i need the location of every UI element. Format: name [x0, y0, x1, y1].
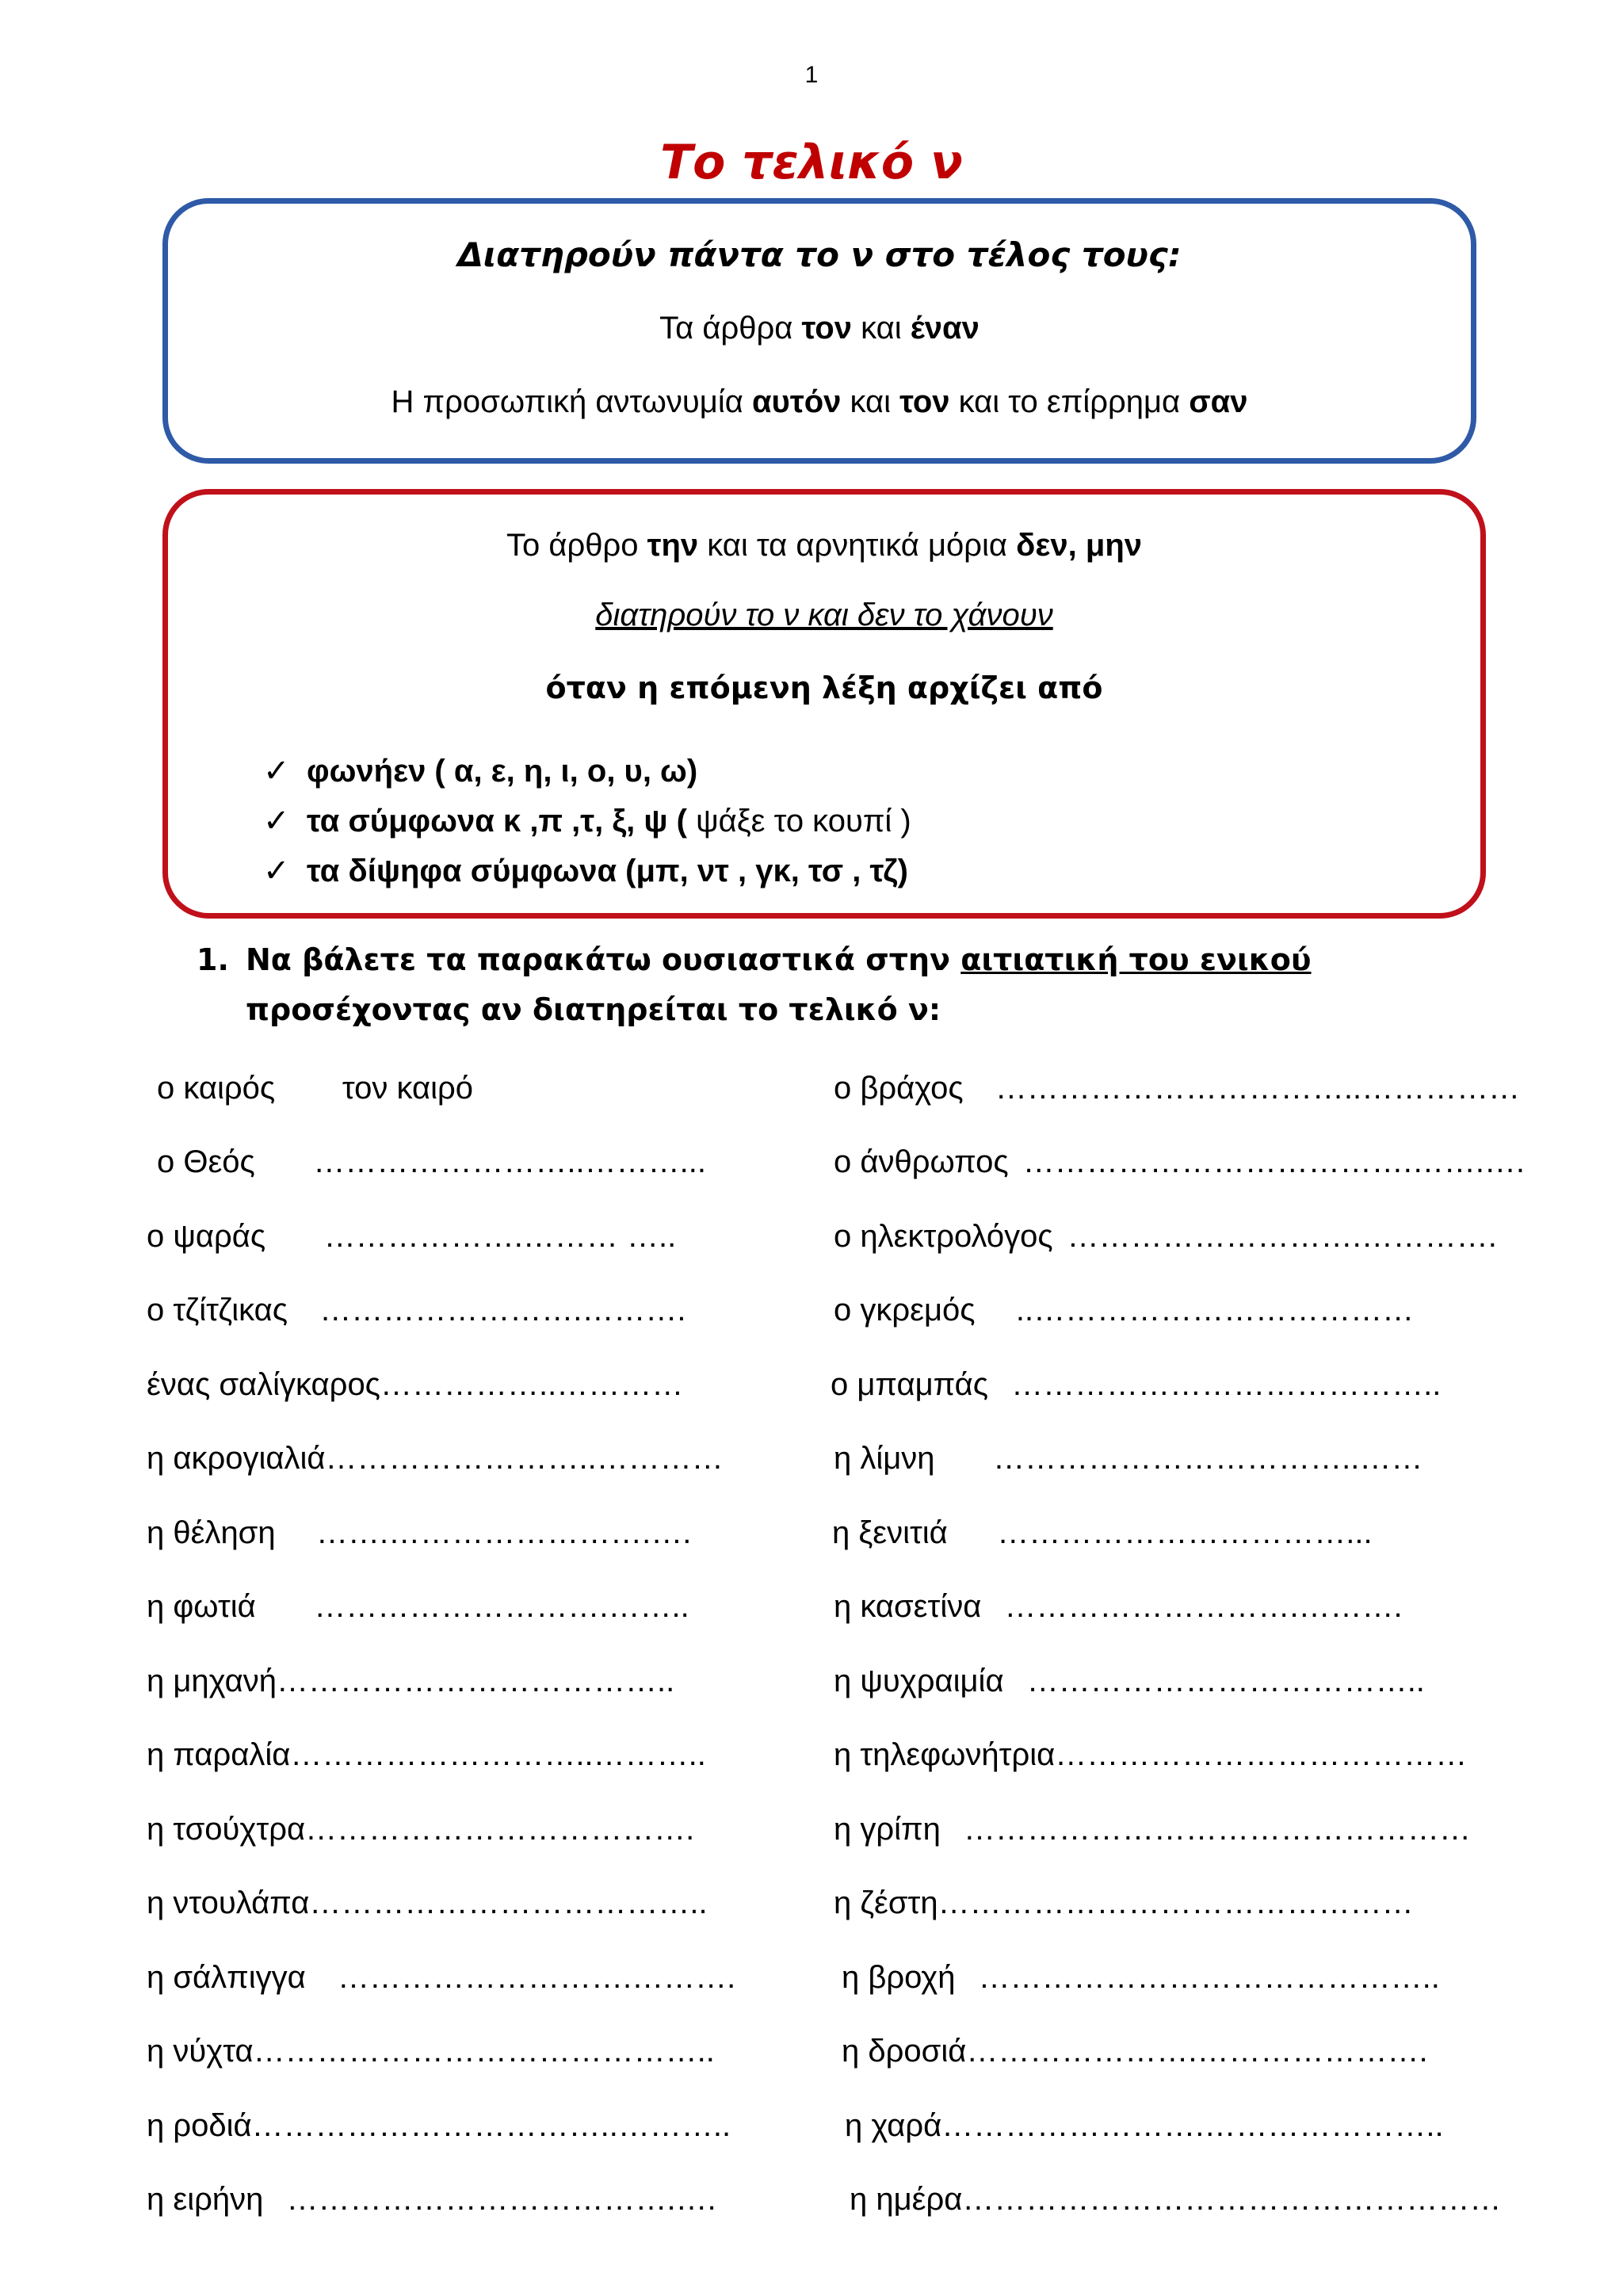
table-row: [0, 1213, 1623, 1260]
rule-box-always-keep-n: [162, 198, 1476, 464]
page-number: 1: [804, 62, 819, 88]
table-row: [0, 1879, 1623, 1927]
answer-blank[interactable]: ……………………………………………: [962, 2182, 1502, 2217]
bold-word: σαν: [1189, 384, 1248, 419]
exercise-item: ο καιρός τον καιρό: [157, 1064, 473, 1112]
bold-word: δεν, μην: [1016, 528, 1142, 563]
exercise-item: η νύχτα……………………………………..: [147, 2027, 715, 2075]
exercise-item: ο γκρεμός ..………………………………: [834, 1286, 1414, 1334]
answer-blank[interactable]: ……………….……… …..: [280, 1219, 677, 1254]
exercise-item: η ακρογιαλιά……………………..…………: [147, 1435, 724, 1482]
exercise-item: η βροχή ……………………………………..: [842, 1954, 1440, 2001]
exercise-item: η ντουλάπα………………………………..: [147, 1879, 708, 1927]
answer-blank[interactable]: ………………………………..: [1018, 1664, 1425, 1698]
table-row: [0, 2176, 1623, 2223]
checklist-item: ✓ φωνήεν ( α, ε, η, ι, ο, υ, ω): [263, 747, 911, 797]
answer-blank[interactable]: …………………….……….: [302, 1293, 686, 1328]
condition-checklist: [263, 747, 911, 896]
exercise-item: ο άνθρωπος ……………………………….…….….: [834, 1138, 1525, 1186]
checkmark-icon: ✓: [263, 853, 290, 889]
answer-blank[interactable]: …………………….…………………..: [941, 2108, 1444, 2143]
exercise-item: η ψυχραιμία ………………………………..: [834, 1657, 1425, 1705]
rule-keep-n-line: διατηρούν το ν και δεν το χάνουν: [595, 598, 1053, 632]
exercise-item: η ξενιτιά ……………………………...: [832, 1509, 1373, 1557]
answer-blank[interactable]: ……………………………..………..: [251, 2108, 731, 2143]
exercise-item: ένας σαλίγκαρος……………..…………: [147, 1361, 683, 1408]
exercise-item: η ζέστη………………………………………: [834, 1879, 1414, 1927]
checkmark-icon: ✓: [263, 803, 290, 839]
checklist-item: ✓ τα δίψηφα σύμφωνα (μπ, ντ , γκ, τσ , τζ): [263, 846, 911, 896]
answer-blank[interactable]: ……………………….………….: [1067, 1219, 1497, 1254]
rule-box-heading: Διατηρούν πάντα το ν στο τέλος τους:: [457, 235, 1182, 274]
exercise-number: 1.: [197, 942, 229, 977]
table-row: [0, 1509, 1623, 1557]
table-row: [0, 1583, 1623, 1630]
exercise-item: η φωτιά ……………………….……..: [147, 1583, 689, 1630]
answer-blank[interactable]: ………………………………..: [309, 1885, 708, 1920]
exercise-item: ο μπαμπάς …………………………………..: [831, 1361, 1441, 1408]
answer-blank[interactable]: τον καιρό: [289, 1071, 473, 1106]
exercise-item: η χαρά…………………….…………………..: [845, 2102, 1444, 2149]
exercise-item: η σάλπιγγα ……………………….……….: [147, 1954, 735, 2001]
bold-word: αυτόν: [751, 384, 842, 419]
bold-word: έναν: [910, 311, 980, 346]
answer-blank[interactable]: ……………………………..……………: [977, 1071, 1521, 1106]
exercise-item: ο ψαράς ……………….……… …..: [147, 1213, 676, 1260]
answer-blank[interactable]: ……………………..………...: [269, 1144, 706, 1179]
exercise-item: η γρίπη …………………………………………: [834, 1805, 1471, 1853]
answer-blank[interactable]: …….…………………….….: [289, 1515, 692, 1550]
rule-articles-line: Τα άρθρα τον και έναν: [659, 311, 980, 346]
exercise-item: η ημέρα……………………………………………: [850, 2176, 1501, 2223]
answer-blank[interactable]: ……………………………….….: [277, 2182, 716, 2217]
answer-blank[interactable]: ……………………………………..: [253, 2034, 715, 2069]
rule-condition-line: όταν η επόμενη λέξη αρχίζει από: [545, 670, 1103, 705]
exercise-item: ο Θεός ……………………..………...: [157, 1138, 706, 1186]
answer-blank[interactable]: ………………………..………..: [290, 1737, 706, 1772]
exercise-item: η κασετίνα ……………………….……….: [834, 1583, 1403, 1630]
answer-blank[interactable]: ……………………….……….: [319, 1960, 736, 1995]
table-row: [0, 1657, 1623, 1705]
answer-blank[interactable]: ……………………………………..: [969, 1960, 1440, 1995]
rule-pronoun-line: Η προσωπική αντωνυμία αυτόν και τον και το επίρρημα σαν: [391, 384, 1248, 419]
answer-blank[interactable]: ……………………………….…….….: [1022, 1144, 1526, 1179]
exercise-item: ο βράχος ……………………………..……………: [834, 1064, 1520, 1112]
table-row: [0, 1954, 1623, 2001]
table-row: [0, 1138, 1623, 1186]
table-row: [0, 1731, 1623, 1778]
table-row: [0, 1361, 1623, 1408]
rule-box-conditional-n: [162, 489, 1486, 919]
exercise-item: η τσούχτρα……………………………….: [147, 1805, 694, 1853]
bold-word: την: [647, 528, 699, 563]
page-title: Το τελικό ν: [660, 135, 963, 190]
checkmark-icon: ✓: [263, 753, 290, 789]
exercise-item: η τηλεφωνήτρια…………………………………: [834, 1731, 1467, 1778]
exercise-item: η λίμνη ……………………………..……: [834, 1435, 1423, 1482]
table-row: [0, 2102, 1623, 2149]
exercise-item: ο ηλεκτρολόγος ……………………….………….: [834, 1213, 1497, 1260]
answer-blank[interactable]: ………………………………………: [938, 1885, 1414, 1920]
checklist-item: ✓ τα σύμφωνα κ ,π ,τ, ξ, ψ ( ψάξε το κουπί ): [263, 797, 911, 846]
answer-blank[interactable]: ……………………………...: [961, 1515, 1373, 1550]
answer-blank[interactable]: ……………………………….: [305, 1812, 695, 1847]
answer-blank[interactable]: ………………….………………….: [966, 2034, 1428, 2069]
answer-blank[interactable]: ……………………….……….: [995, 1589, 1403, 1624]
table-row: [0, 1805, 1623, 1853]
exercise-instruction: [197, 935, 1465, 1035]
answer-blank[interactable]: …………………………………..: [1002, 1367, 1442, 1402]
answer-blank[interactable]: ……………………………..……: [949, 1441, 1423, 1476]
exercise-item: η θέληση …….…………………….….: [147, 1509, 691, 1557]
answer-blank[interactable]: ……………………..…………: [325, 1441, 724, 1476]
bold-word: τον: [899, 384, 950, 419]
answer-blank[interactable]: ……………..…………: [380, 1367, 684, 1402]
exercise-text: Να βάλετε τα παρακάτω ουσιαστικά στην αιτιατική του ενικού προσέχοντας αν διατηρείται το τελικό ν:: [246, 942, 1312, 1027]
answer-blank[interactable]: …………………………………: [1055, 1737, 1468, 1772]
exercise-item: η δροσιά………………….………………….: [842, 2027, 1428, 2075]
answer-blank[interactable]: …………………………………………: [954, 1812, 1471, 1847]
exercise-item: ο τζίτζικας …………………….……….: [147, 1286, 686, 1334]
table-row: [0, 1286, 1623, 1334]
rule-article-particles-line: Το άρθρο την και τα αρνητικά μόρια δεν, μην: [506, 528, 1142, 563]
exercise-item: η ειρήνη ……………………………….….: [147, 2176, 716, 2223]
table-row: [0, 1435, 1623, 1482]
exercise-item: η παραλία………………………..………..: [147, 1731, 706, 1778]
answer-blank[interactable]: ..………………………………: [989, 1293, 1415, 1328]
exercise-item: η μηχανή………………………………..: [147, 1657, 674, 1705]
table-row: [0, 2027, 1623, 2075]
table-row: [0, 1064, 1623, 1112]
exercise-item: η ροδιά……………………………..………..: [147, 2102, 731, 2149]
bold-word: τον: [801, 311, 852, 346]
answer-blank[interactable]: ………………………………..: [276, 1664, 675, 1698]
answer-blank[interactable]: ……………………….……..: [269, 1589, 689, 1624]
